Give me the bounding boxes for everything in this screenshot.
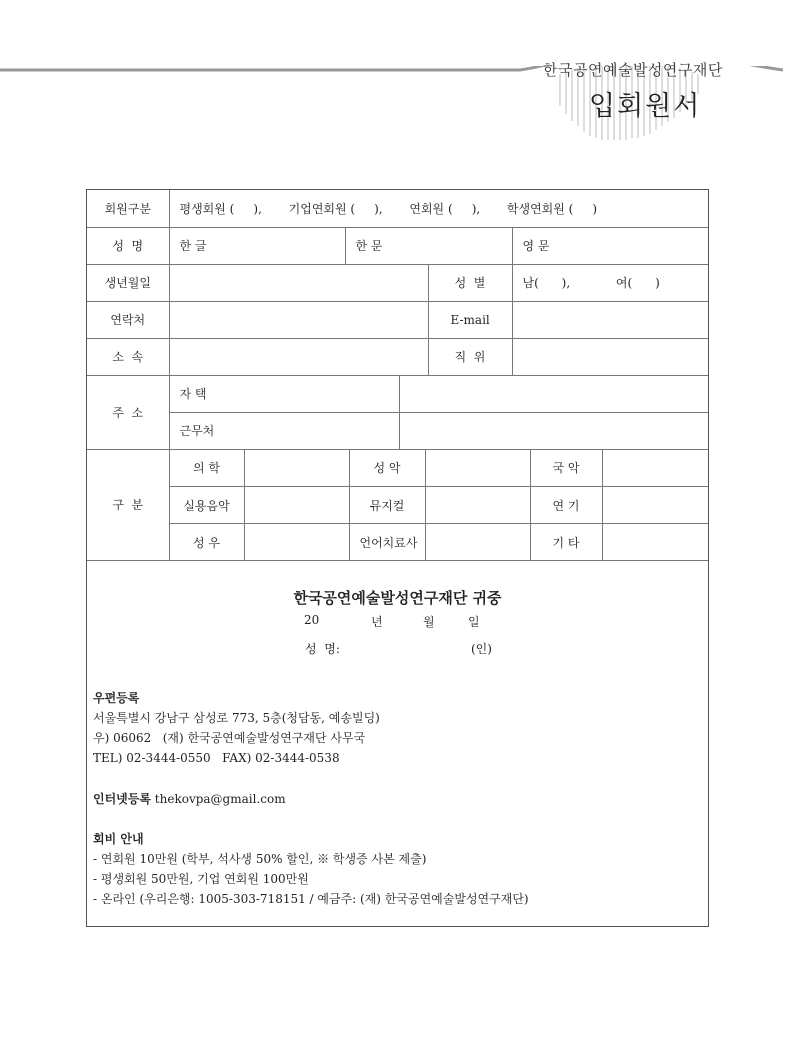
internet-heading: 인터넷등록 <box>93 792 151 806</box>
name-label: 성 명 <box>87 227 169 264</box>
category-option: 연 기 <box>530 487 602 524</box>
fee-info <box>93 829 529 909</box>
internet-email[interactable]: thekovpa@gmail.com <box>154 792 286 806</box>
category-checkbox[interactable] <box>425 487 530 524</box>
category-label: 구 분 <box>87 450 169 561</box>
contact-label: 연락처 <box>87 301 169 338</box>
mail-line: 서울특별시 강남구 삼성로 773, 5층(청담동, 예송빌딩) <box>93 711 380 725</box>
seal-mark: (인) <box>471 642 492 656</box>
position-field[interactable] <box>512 338 708 375</box>
affiliation-row <box>87 338 708 375</box>
category-row <box>87 487 708 524</box>
mail-line: TEL) 02-3444-0550 FAX) 02-3444-0538 <box>93 751 340 765</box>
category-option: 기 타 <box>530 524 602 561</box>
category-checkbox[interactable] <box>425 524 530 561</box>
position-label: 직 위 <box>428 338 512 375</box>
category-checkbox[interactable] <box>244 524 349 561</box>
gender-label: 성 별 <box>428 264 512 301</box>
category-option: 의 학 <box>169 450 244 487</box>
address-home-field[interactable] <box>399 375 708 412</box>
affiliation-label: 소 속 <box>87 338 169 375</box>
category-option: 성 악 <box>349 450 425 487</box>
membership-options[interactable]: 평생회원 ( ), 기업연회원 ( ), 연회원 ( ), 학생연회원 ( ) <box>169 190 708 227</box>
organization-name: 한국공연예술발성연구재단 <box>543 61 723 79</box>
name-english-field[interactable]: 영 문 <box>512 227 708 264</box>
category-option: 뮤지컬 <box>349 487 425 524</box>
address-home-label: 자 택 <box>169 375 399 412</box>
email-field[interactable] <box>512 301 708 338</box>
affiliation-field[interactable] <box>169 338 428 375</box>
category-checkbox[interactable] <box>602 450 708 487</box>
mail-heading: 우편등록 <box>93 691 140 705</box>
name-row <box>87 227 708 264</box>
category-table <box>87 450 708 562</box>
address-home-row <box>87 375 708 412</box>
birth-field[interactable] <box>169 264 428 301</box>
contact-field[interactable] <box>169 301 428 338</box>
address-label: 주 소 <box>87 375 169 449</box>
mail-info <box>93 688 380 768</box>
birth-label: 생년월일 <box>87 264 169 301</box>
birth-row <box>87 264 708 301</box>
membership-label: 회원구분 <box>87 190 169 227</box>
date-year: 년 <box>371 615 383 629</box>
category-option: 국 악 <box>530 450 602 487</box>
category-checkbox[interactable] <box>602 487 708 524</box>
category-row <box>87 524 708 561</box>
category-checkbox[interactable] <box>244 450 349 487</box>
category-option: 실용음악 <box>169 487 244 524</box>
date-year-prefix: 20 <box>304 613 320 627</box>
applicant-table <box>87 190 708 450</box>
name-korean-field[interactable]: 한 글 <box>169 227 345 264</box>
category-option: 성 우 <box>169 524 244 561</box>
category-option: 언어치료사 <box>349 524 425 561</box>
category-checkbox[interactable] <box>244 487 349 524</box>
document-title: 입회원서 <box>589 91 702 122</box>
fee-line: - 연회원 10만원 (학부, 석사생 50% 할인, ※ 학생증 사본 제출) <box>93 852 427 866</box>
address-work-field[interactable] <box>399 412 708 449</box>
address-work-label: 근무처 <box>169 412 399 449</box>
mail-line: 우) 06062 (재) 한국공연예술발성연구재단 사무국 <box>93 731 366 745</box>
fee-line: - 평생회원 50만원, 기업 연회원 100만원 <box>93 872 309 886</box>
fee-heading: 회비 안내 <box>93 832 144 846</box>
contact-row <box>87 301 708 338</box>
date-day: 일 <box>468 615 480 629</box>
address-work-row <box>87 412 708 449</box>
sign-label: 성 명: <box>305 642 340 656</box>
name-hanja-field[interactable]: 한 문 <box>345 227 512 264</box>
category-checkbox[interactable] <box>602 524 708 561</box>
date-month: 월 <box>423 615 435 629</box>
gender-options[interactable]: 남( ), 여( ) <box>512 264 708 301</box>
category-row <box>87 450 708 487</box>
membership-form <box>86 189 709 927</box>
fee-line: - 온라인 (우리은행: 1005-303-718151 / 예금주: (재) 한국공연예술발성연구재단) <box>93 892 529 906</box>
email-label: E-mail <box>428 301 512 338</box>
category-checkbox[interactable] <box>425 450 530 487</box>
footer-title: 한국공연예술발성연구재단 귀중 <box>293 589 502 607</box>
membership-row <box>87 190 708 227</box>
internet-info <box>93 789 286 809</box>
